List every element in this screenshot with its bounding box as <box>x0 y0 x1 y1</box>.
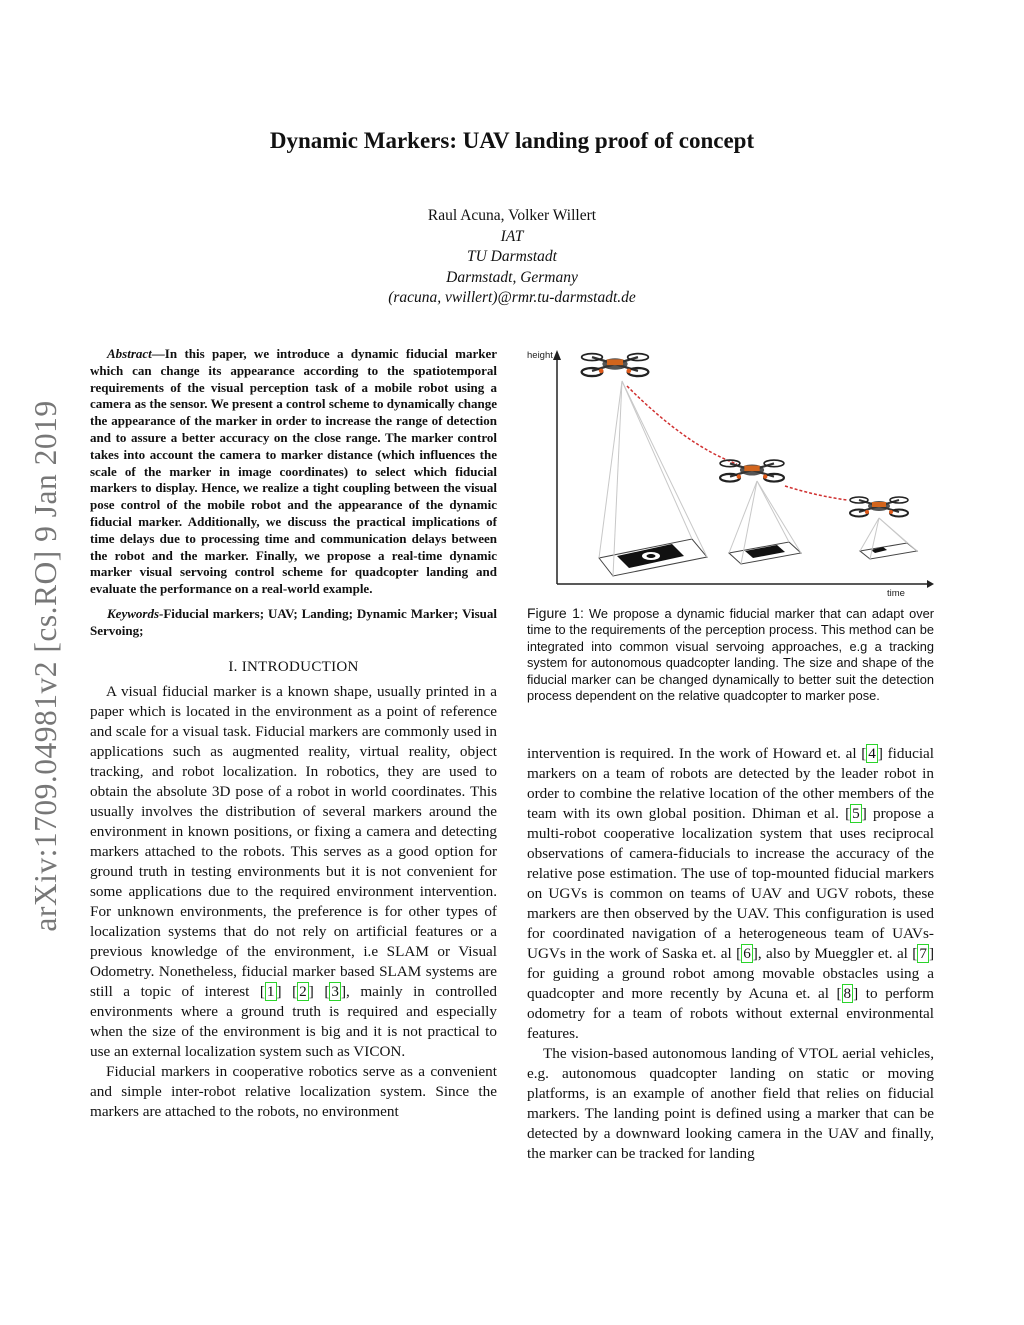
citation-1[interactable]: 1 <box>266 982 275 1000</box>
landing-trajectory-2 <box>785 486 847 500</box>
intro-p1-end: , mainly in controlled environments where a ground truth is required and especially when the size of the environment is big and it is not practical to use an external localization system such as VICON. <box>90 982 497 1060</box>
left-column <box>90 346 497 1122</box>
quadcopter-low-icon <box>850 497 908 517</box>
related-text-c: propose a multi-robot cooperative localization system that uses reciprocal observations of camera-fiducials to increase the accuracy of the relative pose estimation. The use of top-mounted fiducial markers on UGVs is common on teams of UAV and UGV robots, these markers are then observed by the UAV. This configuration is used for coordinated navigation of a heterogeneous team of UAVs-UGVs in the work of Saska et. al <box>527 805 934 963</box>
affiliation-institute: IAT <box>500 227 524 245</box>
related-work-paragraph: intervention is required. In the work of Howard et. al [ 4 ] fiducial markers on a team of robots are detected by the leader robot in order to combine the relative location of the other members of the team with its own global position. Dhiman et al. [ 5 ] propose a multi-robot cooperative localization system that uses reciprocal observations of camera-fiducials to increase the accuracy of the relative pose estimation. The use of top-mounted fiducial markers on UGVs is common on teams of UAV and UGV robots, these markers are then observed by the UAV. This configuration is used for coordinated navigation of a heterogeneous team of UAVs-UGVs in the work of Saska et. al [ 6 ], also by Mueggler et. al [ 7 ] for guiding a ground robot among movable obstacles using a quadcopter and more recently by Acuna et. al [ 8 ] to perform odometry for a team of robots without external environmental features. <box>527 745 934 1043</box>
citation-5[interactable]: 5 <box>852 805 860 823</box>
author-email: (racuna, vwillert)@rmr.tu-darmstadt.de <box>388 289 636 306</box>
figure-1-caption-text: We propose a dynamic fiducial marker that can adapt over time to the requirements of the perception process. This method can be integrated into common visual servoing approaches, e.g a tracking system for autonomous quadcopter landing. The size and shape of the fiducial marker can be changed dynamically to better suit the detection process dependent on the relative quadcopter to marker pose. <box>527 606 934 704</box>
section-heading-introduction: I. INTRODUCTION <box>228 658 359 675</box>
affiliation-university: TU Darmstadt <box>466 248 557 265</box>
x-axis-arrow-icon <box>927 580 934 588</box>
x-axis-label: time <box>887 588 905 599</box>
abstract-lead: Abstract <box>107 346 152 361</box>
quadcopter-mid-icon <box>720 460 784 481</box>
landing-paragraph: The vision-based autonomous landing of VTOL aerial vehicles, e.g. autonomous quadcopter landing on static or moving platforms, is an example of another field that relies on fiducial markers. The landing point is defined using a marker that can be detected by a downward looking camera in the UAV and finally, the marker can be tracked for landing <box>527 1045 934 1163</box>
affiliation-location: Darmstadt, Germany <box>446 268 578 286</box>
y-axis-arrow-icon <box>553 350 561 360</box>
citation-3[interactable]: 3 <box>331 982 339 1000</box>
author-block <box>0 206 1024 309</box>
citation-6[interactable]: 6 <box>743 945 751 963</box>
citation-2[interactable]: 2 <box>299 982 307 1000</box>
paper-title: Dynamic Markers: UAV landing proof of concept <box>269 128 755 153</box>
citation-8[interactable]: 8 <box>843 985 852 1003</box>
related-text-e: for guiding a ground robot among movable obstacles using a quadcopter and more recently by Acuna et. al <box>527 965 934 1003</box>
figure-1 <box>527 346 934 601</box>
related-text-f: to perform odometry for a team of robots without external environmental features. <box>527 985 934 1043</box>
figure-1-illustration <box>527 346 934 601</box>
right-column <box>527 346 934 1164</box>
y-axis-label: height <box>527 350 553 361</box>
abstract <box>90 346 497 598</box>
intro-paragraph-1: A visual fiducial marker is a known shape, usually printed in a paper which is located in the environment as a point of reference and scale for a visual task. Fiducial markers are commonly used in applications such as augmented reality, virtual reality, object tracking, and robot localization. In robotics, they are used to obtain the absolute 3D pose of a robot in world coordinates. This usually involves the distribution of several markers around the environment in known positions, or fixing a camera and detecting markers attached to the robots. This serves as a good option for ground truth in testing environments but it is not convenient for some applications due to the required environment intervention. For unknown environments, the preference is for other types of localization systems that do not rely on artificial features or a previous knowledge of the environment, i.e SLAM or Visual Odometry. Nonetheless, fiducial marker based SLAM systems are still a topic of interest [ 1 ] [ 2 ] [ 3 ], mainly in controlled environments where a ground truth is required and especially when the size of the environment is big and it is not practical to use an external localization system such as VICON. <box>90 682 497 1060</box>
arxiv-identifier: arXiv:1709.04981v2 [cs.RO] 9 Jan 2019 <box>28 400 63 932</box>
figure-1-caption <box>527 605 934 704</box>
keywords <box>90 606 497 640</box>
abstract-text: —In this paper, we introduce a dynamic fiducial marker which can change its appearance according to the spatiotemporal requirements of the visual perception task of a mobile robot using a camera as the sensor. We present a control scheme to dynamically change the appearance of the marker in order to increase the range of detection and to assure a better accuracy on the close range. The marker control takes into account the camera to marker distance (which influences the scale of the marker in image coordinates) to select which fiducial markers to display. Hence, we realize a tight coupling between the visual pose control of the mobile robot and the appearance of the dynamic fiducial marker. Additionally, we discuss the practical implications of time delays due to processing time and communication delays between the robot and the marker. Finally, we propose a real-time dynamic marker visual servoing control scheme for quadcopter landing and evaluate the performance on a real-world example. <box>90 346 497 597</box>
related-text-d: , also by Mueggler et. al <box>757 945 913 963</box>
keywords-text: -Fiducial markers; UAV; Landing; Dynamic Marker; Visual Servoing; <box>90 605 497 638</box>
figure-1-caption-lead: Figure 1: <box>527 605 584 621</box>
intro-paragraph-2: Fiducial markers in cooperative robotics serve as a convenient and simple inter-robot relative localization system. Since the markers are attached to the robots, no environment <box>90 1062 497 1120</box>
citation-7[interactable]: 7 <box>919 945 927 963</box>
intro-p1-text: A visual fiducial marker is a known shape, usually printed in a paper which is located in the environment as a point of reference and scale for a visual task. Fiducial markers are commonly used in applications such as augmented reality, virtual reality, object tracking, and robot localization. In robotics, they are used to obtain the absolute 3D pose of a robot in world coordinates. This usually involves the distribution of several markers around the environment in known positions, or fixing a camera and detecting markers attached to the robots. This serves as a good option for ground truth in testing environments but it is not convenient for some applications due to the required environment intervention. For unknown environments, the preference is for other types of localization systems that do not rely on artificial features or a previous knowledge of the environment, i.e SLAM or Visual Odometry. Nonetheless, fiducial marker based SLAM systems are still a topic of interest <box>90 682 497 1000</box>
keywords-lead: Keywords <box>107 605 159 621</box>
quadcopter-high-icon <box>582 354 649 376</box>
related-text-b: fiducial markers on a team of robots are detected by the leader robot in order to combine the relative location of the other members of the team with its own global position. Dhiman et al. <box>527 745 934 823</box>
citation-4[interactable]: 4 <box>868 745 876 763</box>
marker-plate-small <box>860 543 917 559</box>
author-names: Raul Acuna, Volker Willert <box>427 207 597 224</box>
related-text-a: intervention is required. In the work of Howard et. al <box>527 745 862 763</box>
